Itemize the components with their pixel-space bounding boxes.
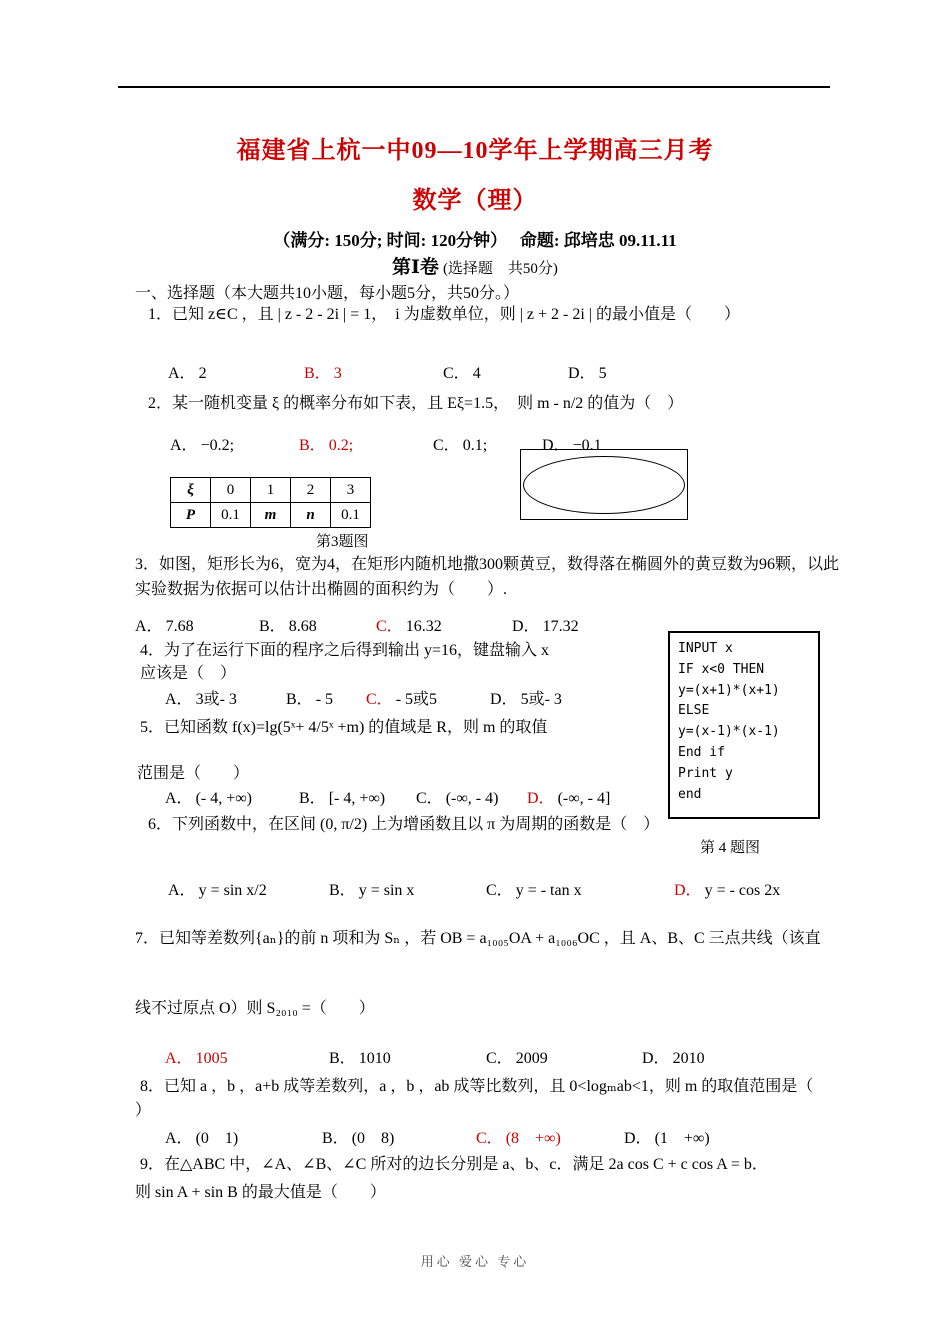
- q8-stem-line1: 8．已知 a ，b ，a+b 成等差数列，a ，b ，ab 成等比数列，且 0<logₘab<1，则 m 的取值范围是（: [140, 1078, 814, 1095]
- q8-option-b: [322, 1125, 472, 1148]
- program-line: End if: [678, 744, 725, 760]
- q1-option-c-label: C．: [443, 365, 470, 382]
- q4-option-a-label: A．: [165, 691, 193, 708]
- q1-option-a: [168, 360, 300, 383]
- footer-slogan: 用心 爱心 专心: [420, 1254, 530, 1269]
- q4-option-a-text: 3或- 3: [195, 691, 237, 708]
- q7-option-c-text: 2009: [515, 1050, 548, 1067]
- q2-option-a-text: −0.2;: [200, 437, 235, 454]
- q2-option-b: [299, 432, 429, 455]
- q4-option-a: [165, 686, 282, 709]
- q4-stem-line1: 4．为了在运行下面的程序之后得到输出 y=16，键盘输入 x: [140, 642, 550, 659]
- q6-option-a-text: y = sin x/2: [198, 882, 267, 899]
- q6-option-b: [329, 877, 482, 900]
- q5-option-d-label: D．: [527, 790, 555, 807]
- volume-subtitle: (选择题 共50分): [442, 261, 558, 277]
- q7-stem-line1: 7．已知等差数列{aₙ}的前 n 项和为 Sₙ ，若 OB = a₁₀₀₅OA + a₁₀₀₆OC ，且 A、B、C 三点共线（该直: [135, 930, 821, 947]
- q4-option-b-label: B．: [286, 691, 313, 708]
- table-cell: 0: [211, 478, 251, 503]
- q8-option-c: [476, 1125, 620, 1148]
- q4-option-c-text: - 5或5: [395, 691, 438, 708]
- q3-option-d: [512, 613, 579, 636]
- q3-option-a-text: 7.68: [165, 618, 194, 635]
- q2-option-c-label: C．: [433, 437, 460, 454]
- q6-stem: 6．下列函数中，在区间 (0, π/2) 上为增函数且以 π 为周期的函数是（ ）: [148, 816, 660, 833]
- q7-option-d-label: D．: [642, 1050, 670, 1067]
- q3-option-c-label: C．: [376, 618, 403, 635]
- q1-option-a-text: 2: [198, 365, 207, 382]
- q6-options: [168, 877, 780, 900]
- q8-option-c-text: (8 +∞): [505, 1130, 561, 1147]
- q7-options: [165, 1045, 705, 1068]
- q5-option-c-text: (-∞, - 4): [445, 790, 499, 807]
- q1-option-d: [568, 360, 607, 383]
- q6-option-b-label: B．: [329, 882, 356, 899]
- q8-option-b-text: (0 8): [351, 1130, 395, 1147]
- q7-option-d-text: 2010: [672, 1050, 705, 1067]
- q8-options: [165, 1125, 710, 1148]
- q9-stem-line2: 则 sin A + sin B 的最大值是（ ）: [135, 1184, 386, 1201]
- q8-option-a-text: (0 1): [195, 1130, 239, 1147]
- program-line: ELSE: [678, 703, 710, 719]
- q7-option-d: [642, 1045, 705, 1068]
- q3-option-a-label: A．: [135, 618, 163, 635]
- q5-option-c-label: C．: [416, 790, 443, 807]
- q4-option-b-text: - 5: [315, 691, 334, 708]
- q4-option-c-label: C．: [366, 691, 393, 708]
- q1-option-b-label: B．: [304, 365, 331, 382]
- q8-option-a-label: A．: [165, 1130, 193, 1147]
- q1-option-a-label: A．: [168, 365, 196, 382]
- q8-option-d: [624, 1125, 710, 1148]
- q7-option-b-text: 1010: [358, 1050, 391, 1067]
- q3-option-c: [376, 613, 508, 636]
- q1-options: [168, 360, 607, 383]
- table-cell: 0.1: [211, 503, 251, 528]
- q2-option-d-label: D．: [542, 437, 570, 454]
- q1-option-c-text: 4: [472, 365, 481, 382]
- q5-option-b: [299, 785, 412, 808]
- q4-stem-line2: 应该是（ ）: [140, 665, 237, 682]
- table-cell: ξ: [171, 478, 211, 503]
- table-cell: 0.1: [331, 503, 371, 528]
- q5-options: [165, 785, 610, 808]
- table-cell: 1: [251, 478, 291, 503]
- q4-option-d: [490, 686, 562, 709]
- q3-option-a: [135, 613, 255, 636]
- volume-title: 第Ⅰ卷: [392, 257, 439, 278]
- top-rule: [118, 86, 830, 88]
- q5-option-a-label: A．: [165, 790, 193, 807]
- q1-option-b: [304, 360, 439, 383]
- page-title-line1: 福建省上杭一中09—10学年上学期高三月考: [236, 138, 714, 164]
- q3-option-b-text: 8.68: [288, 618, 317, 635]
- ellipse-shape: [523, 456, 685, 514]
- q8-option-b-label: B．: [322, 1130, 349, 1147]
- q2-option-b-text: 0.2;: [328, 437, 354, 454]
- q1-option-d-label: D．: [568, 365, 596, 382]
- volume-heading: [0, 252, 950, 279]
- q3-options: [135, 613, 579, 636]
- q5-option-b-text: [- 4, +∞): [328, 790, 386, 807]
- probability-table: [170, 477, 371, 528]
- q2-option-d-text: −0.1: [572, 437, 602, 454]
- page-title-line2: 数学（理）: [412, 188, 538, 214]
- q6-option-a: [168, 877, 325, 900]
- q9-stem-line1: 9．在△ABC 中，∠A、∠B、∠C 所对的边长分别是 a、b、c．满足 2a cos C + c cos A = b．: [140, 1156, 768, 1173]
- q3-option-b: [259, 613, 372, 636]
- program-line: INPUT x: [678, 641, 733, 656]
- q3-stem: 3．如图，矩形长为6，宽为4，在矩形内随机地撒300颗黄豆，数得落在椭圆外的黄豆数为96颗，以此实验数据为依据可以估计出椭圆的面积约为（ ）.: [135, 556, 840, 598]
- q4-option-c: [366, 686, 486, 709]
- q6-option-c-text: y = - tan x: [515, 882, 582, 899]
- q8-option-c-label: C．: [476, 1130, 503, 1147]
- q8-stem-line2: ）: [135, 1102, 152, 1119]
- q6-option-d: [674, 877, 780, 900]
- q1-option-c: [443, 360, 564, 383]
- q5-stem-line2: 范围是（ ）: [137, 765, 250, 782]
- q2-option-b-label: B．: [299, 437, 326, 454]
- q3-option-d-label: D．: [512, 618, 540, 635]
- section1-heading: 一、选择题（本大题共10小题，每小题5分，共50分。）: [135, 285, 520, 302]
- q4-option-b: [286, 686, 362, 709]
- q6-option-b-text: y = sin x: [358, 882, 415, 899]
- program-line: Print y: [678, 765, 733, 781]
- q3-option-b-label: B．: [259, 618, 286, 635]
- q1-stem: 1．已知 z∈C ，且 | z - 2 - 2i | = 1， i 为虚数单位，则 | z + 2 - 2i | 的最小值是（ ）: [148, 306, 741, 323]
- figure4-caption: 第 4 题图: [700, 840, 761, 856]
- q5-option-d: [527, 785, 610, 808]
- q5-stem-line1: 5．已知函数 f(x)=lg(5ˣ+ 4/5ˣ +m) 的值域是 R，则 m 的取值: [140, 719, 548, 736]
- q7-option-a-label: A．: [165, 1050, 193, 1067]
- q5-option-a-text: (- 4, +∞): [195, 790, 252, 807]
- q8-option-a: [165, 1125, 318, 1148]
- q5-option-b-label: B．: [299, 790, 326, 807]
- q7-option-a: [165, 1045, 325, 1068]
- q6-option-d-label: D．: [674, 882, 702, 899]
- q8-option-d-text: (1 +∞): [654, 1130, 710, 1147]
- q6-option-d-text: y = - cos 2x: [704, 882, 781, 899]
- table-cell: m: [251, 503, 291, 528]
- q3-option-c-text: 16.32: [405, 618, 442, 635]
- program-line: end: [678, 786, 702, 802]
- q7-option-c-label: C．: [486, 1050, 513, 1067]
- ellipse-figure: [520, 449, 688, 520]
- q2-option-c-text: 0.1;: [462, 437, 488, 454]
- figure3-caption: 第3题图: [316, 534, 369, 550]
- q8-option-d-label: D．: [624, 1130, 652, 1147]
- q2-stem: 2．某一随机变量 ξ 的概率分布如下表，且 Eξ=1.5， 则 m - n/2 的值为（ ）: [148, 395, 684, 412]
- q7-option-b: [329, 1045, 482, 1068]
- q4-option-d-label: D．: [490, 691, 518, 708]
- q3-option-d-text: 17.32: [542, 618, 579, 635]
- program-line: y=(x+1)*(x+1): [678, 682, 780, 698]
- table-cell: 3: [331, 478, 371, 503]
- table-cell: P: [171, 503, 211, 528]
- q5-option-d-text: (-∞, - 4]: [557, 790, 611, 807]
- program-line: IF x<0 THEN: [678, 661, 765, 677]
- table-row: [171, 503, 371, 528]
- q2-option-a-label: A．: [170, 437, 198, 454]
- q4-options: [165, 686, 562, 709]
- table-cell: n: [291, 503, 331, 528]
- table-row: [171, 478, 371, 503]
- q2-option-a: [170, 432, 295, 455]
- q7-option-a-text: 1005: [195, 1050, 228, 1067]
- table-cell: 2: [291, 478, 331, 503]
- program-line: y=(x-1)*(x-1): [678, 724, 780, 740]
- q1-option-d-text: 5: [598, 365, 607, 382]
- q5-option-c: [416, 785, 523, 808]
- q6-option-c-label: C．: [486, 882, 513, 899]
- q7-option-b-label: B．: [329, 1050, 356, 1067]
- q7-stem-line2: 线不过原点 O）则 S₂₀₁₀ =（ ）: [135, 1000, 375, 1017]
- q4-option-d-text: 5或- 3: [520, 691, 562, 708]
- q1-option-b-text: 3: [333, 365, 342, 382]
- q5-option-a: [165, 785, 295, 808]
- q6-option-a-label: A．: [168, 882, 196, 899]
- q6-option-c: [486, 877, 670, 900]
- q7-option-c: [486, 1045, 638, 1068]
- exam-meta: （满分: 150分; 时间: 120分钟） 命题: 邱培忠 09.11.11: [273, 231, 677, 250]
- program-listing: [668, 631, 820, 819]
